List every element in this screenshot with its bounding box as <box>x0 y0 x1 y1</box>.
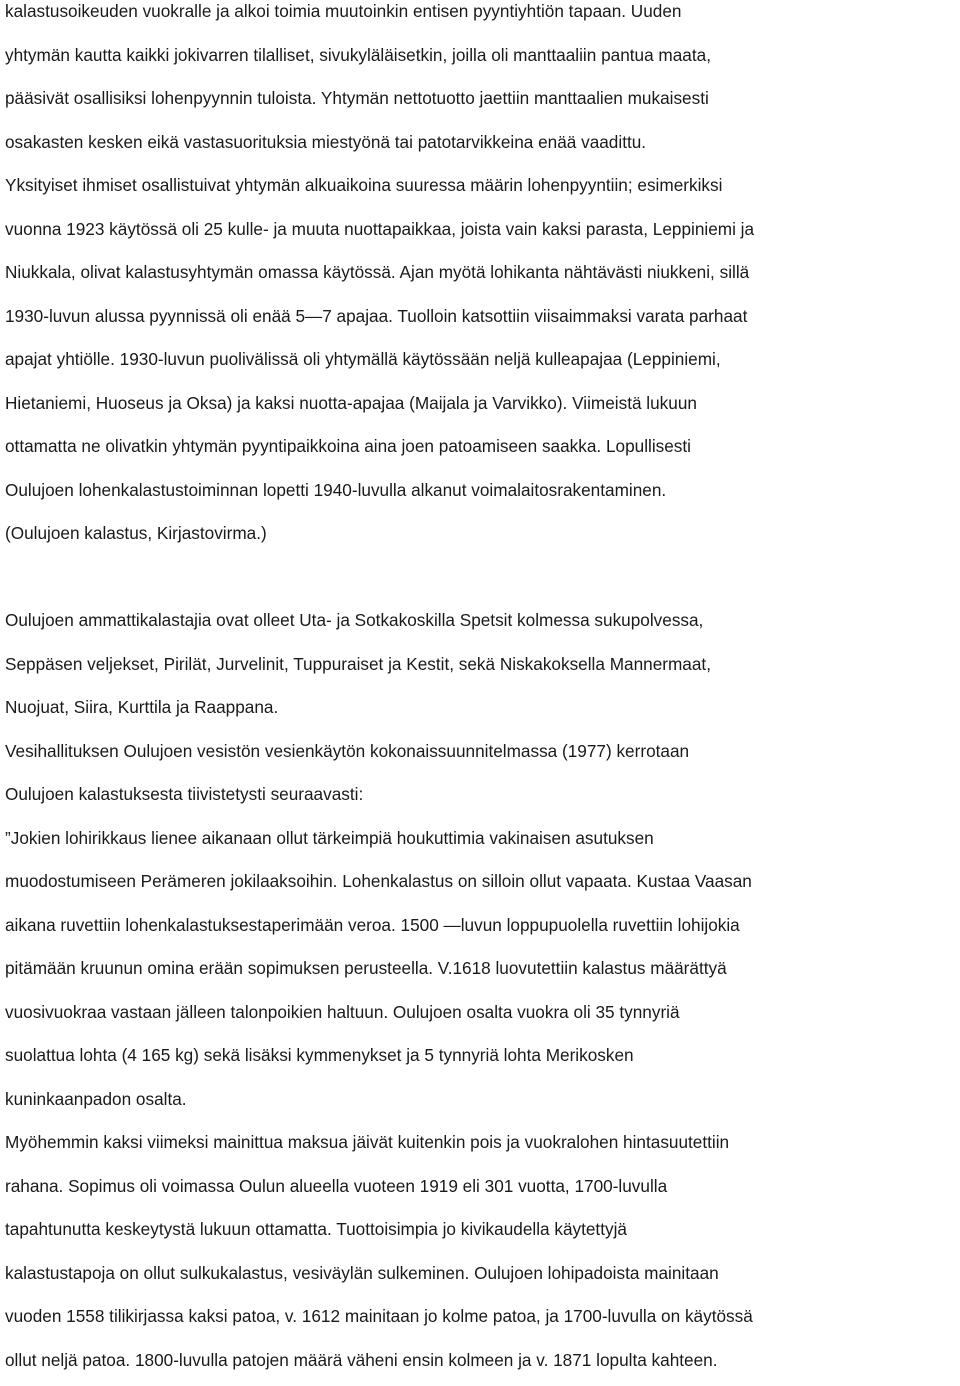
text-line: muodostumiseen Perämeren jokilaaksoihin. Lohenkalastus on silloin ollut vapaata. Kustaa Vaasan <box>5 871 752 891</box>
paragraph <box>5 0 958 164</box>
text-line: ollut neljä patoa. 1800-luvulla patojen määrä väheni ensin kolmeen ja v. 1871 lopulta kahteen. <box>5 1349 718 1370</box>
paragraph <box>5 599 958 730</box>
text-line: rahana. Sopimus oli voimassa Oulun alueella vuoteen 1919 eli 301 vuotta, 1700-luvulla <box>5 1175 668 1196</box>
paragraph <box>5 730 958 817</box>
text-line: ottamatta ne olivatkin yhtymän pyyntipaikkoina aina joen patoamiseen saakka. Lopullisesti <box>5 436 691 456</box>
paragraph <box>5 1121 958 1382</box>
text-line: kalastusoikeuden vuokralle ja alkoi toimia muutoinkin entisen pyyntiyhtiön tapaan. Uuden <box>5 1 682 21</box>
text-line: Hietaniemi, Huoseus ja Oksa) ja kaksi nuotta-apajaa (Maijala ja Varvikko). Viimeistä lukuun <box>5 392 697 413</box>
text-line: Nuojuat, Siira, Kurttila ja Raappana. <box>5 697 279 717</box>
text-line: kalastustapoja on ollut sulkukalastus, vesiväylän sulkeminen. Oulujoen lohipadoista mainitaan <box>5 1262 719 1283</box>
text-line: (Oulujoen kalastus, Kirjastovirma.) <box>5 523 267 543</box>
text-line: ”Jokien lohirikkaus lienee aikanaan ollut tärkeimpiä houkuttimia vakinaisen asutuksen <box>5 827 654 848</box>
paragraph <box>5 817 958 1122</box>
text-line: Vesihallituksen Oulujoen vesistön vesienkäytön kokonaissuunnitelmassa (1977) kerrotaan <box>5 740 690 761</box>
paragraph-spacer <box>5 556 958 600</box>
text-line: aikana ruvettiin lohenkalastuksestaperimään veroa. 1500 —luvun loppupuolella ruvettiin lohijokia <box>5 914 740 935</box>
text-line: kuninkaanpadon osalta. <box>5 1088 187 1109</box>
text-line: Oulujoen ammattikalastajia ovat olleet Uta- ja Sotkakoskilla Spetsit kolmessa sukupolvessa, <box>5 610 704 630</box>
text-line: Seppäsen veljekset, Pirilät, Jurvelinit, Tuppuraiset ja Kestit, sekä Niskakoksella Mannermaat, <box>5 653 711 674</box>
paragraph <box>5 164 958 556</box>
document-page <box>5 0 958 1382</box>
text-line: Oulujoen kalastuksesta tiivistetysti seuraavasti: <box>5 784 364 804</box>
text-line: Niukkala, olivat kalastusyhtymän omassa käytössä. Ajan myötä lohikanta nähtävästi niukkeni, sillä <box>5 262 750 282</box>
text-line: osakasten kesken eikä vastasuorituksia miestyönä tai patotarvikkeina enää vaadittu. <box>5 131 647 152</box>
text-line: 1930-luvun alussa pyynnissä oli enää 5—7 apajaa. Tuolloin katsottiin viisaimmaksi varata parhaat <box>5 305 748 326</box>
text-line: Yksityiset ihmiset osallistuivat yhtymän alkuaikoina suuressa määrin lohenpyyntiin; esimerkiksi <box>5 175 723 195</box>
text-line: pitämään kruunun omina erään sopimuksen perusteella. V.1618 luovutettiin kalastus määrättyä <box>5 958 727 978</box>
text-line: yhtymän kautta kaikki jokivarren tilalliset, sivukyläläisetkin, joilla oli manttaaliin pantua maata, <box>5 44 711 65</box>
text-line: vuosivuokraa vastaan jälleen talonpoikien haltuun. Oulujoen osalta vuokra oli 35 tynnyriä <box>5 1001 680 1022</box>
text-line: vuonna 1923 käytössä oli 25 kulle- ja muuta nuottapaikkaa, joista vain kaksi parasta, Leppiniemi ja <box>5 218 755 239</box>
text-line: pääsivät osallisiksi lohenpyynnin tuloista. Yhtymän nettotuotto jaettiin manttaalien mukaisesti <box>5 88 709 108</box>
text-line: tapahtunutta keskeytystä lukuun ottamatta. Tuottoisimpia jo kivikaudella käytettyjä <box>5 1219 627 1239</box>
text-line: apajat yhtiölle. 1930-luvun puolivälissä oli yhtymällä käytössään neljä kulleapajaa (Leppiniemi, <box>5 349 721 369</box>
text-line: vuoden 1558 tilikirjassa kaksi patoa, v. 1612 mainitaan jo kolme patoa, ja 1700-luvulla on käytössä <box>5 1306 753 1326</box>
text-line: Oulujoen lohenkalastustoiminnan lopetti 1940-luvulla alkanut voimalaitosrakentaminen. <box>5 479 667 500</box>
text-line: Myöhemmin kaksi viimeksi mainittua maksua jäivät kuitenkin pois ja vuokralohen hintasuutettiin <box>5 1132 730 1152</box>
text-line: suolattua lohta (4 165 kg) sekä lisäksi kymmenykset ja 5 tynnyriä lohta Merikosken <box>5 1045 634 1065</box>
